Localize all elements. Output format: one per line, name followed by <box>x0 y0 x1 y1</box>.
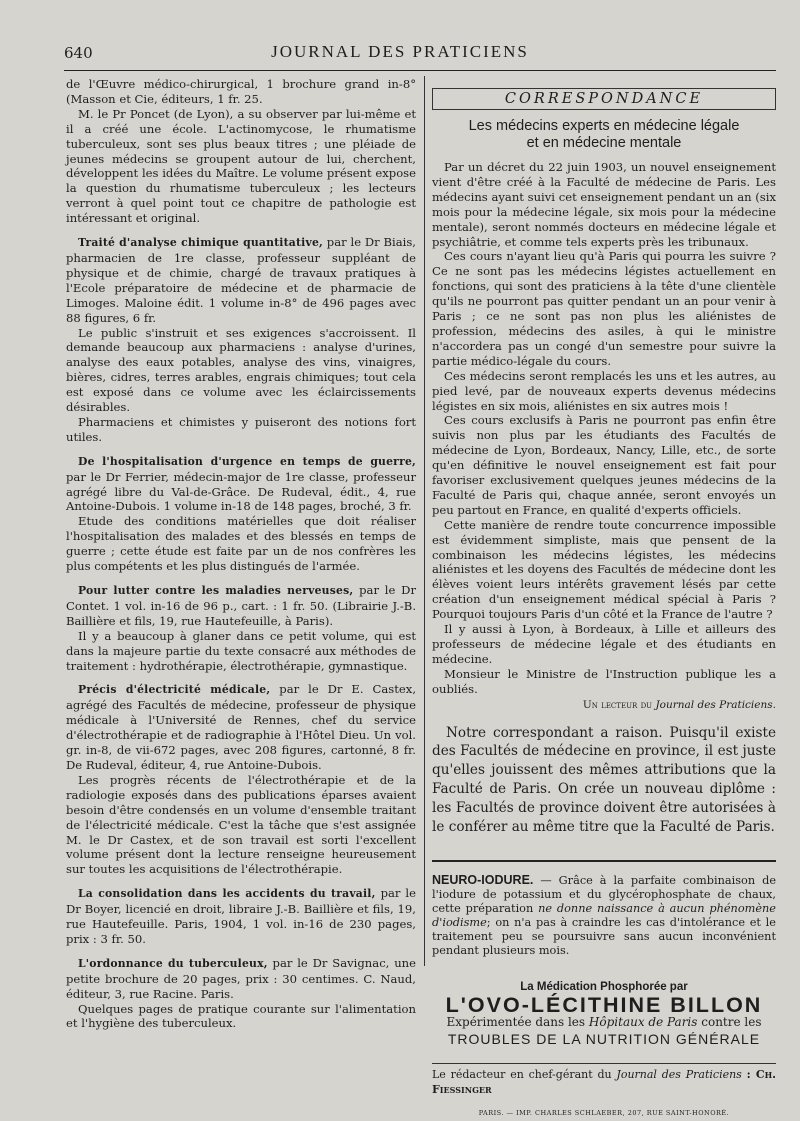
letter-paragraph: Ces cours n'ayant lieu qu'à Paris qui pourra les suivre ? Ce ne sont pas les médecins légistes actuellement en fonctions, qui sont des praticiens à la tête d'une clientèle qu'ils ne pourront pas quitter pendant un an pour venir à Paris ; ce ne sont pas non plus les aliénistes de profession, médecins des asiles, à qui le ministre n'accordera pas un congé d'un semestre pour suivre la partie médico-légale du cours. <box>432 249 776 368</box>
review-details: par le Dr Ferrier, médecin-major de 1re classe, professeur agrégé libre du Val-de-Grâce. De Rudeval, édit., 4, rue Antoine-Dubois. 1 volume in-18 de 148 pages, broché, 3 fr. <box>66 469 416 514</box>
ad-emphasis: ne donne naissance à aucun phénomène d'iodisme <box>432 902 776 930</box>
review-title: Traité d'analyse chimique quantitative, <box>78 236 323 250</box>
intro-text: de l'Œuvre médico-chirurgical, 1 brochure grand in-8° (Masson et Cie, éditeurs, 1 fr. 25. <box>66 77 416 106</box>
editor-line <box>432 1068 776 1098</box>
review-details: par le Dr Boyer, licencié en droit, libraire J.-B. Baillière et fils, 19, rue Hautefeuille. Paris, 1904, 1 vol. in-16 de 230 pages, prix : 3 fr. 50. <box>66 886 416 946</box>
ad-brand: L'OVO-LÉCITHINE BILLON <box>445 993 763 1018</box>
ad-subtitle-emphasis: Hôpitaux de Paris <box>588 1015 698 1030</box>
right-column <box>432 88 776 1121</box>
review-paragraph: Etude des conditions matérielles que doit réaliser l'hospitalisation des malades et des blessés en temps de guerre ; cette étude est faite par un de nos confrères les plus compétents et les plus distingués de l'armée. <box>66 514 416 574</box>
review-paragraph: Le public s'instruit et ses exigences s'accroissent. Il demande beaucoup aux pharmaciens : analyse d'urines, analyse des eaux potables, analyse des vins, vinaigres, bières, cidres, terres arables, engrais chimiques; tout cela est exposé dans ce volume avec les éclaircissements désirables. <box>66 325 416 415</box>
letter-signature <box>432 698 776 713</box>
editorial-reply <box>432 724 776 837</box>
review-details: pharmacien de 1re classe, professeur suppléant de physique et de chimie, chargé de travaux pratiques à l'Ecole préparatoire de médecine et de pharmacie de Limoges. Maloine édit. 1 volume in-8° de 496 pages avec 88 figures, 6 fr. <box>66 250 416 325</box>
review-title: L'ordonnance du tuberculeux, <box>78 956 268 970</box>
footer-rule <box>432 1063 776 1064</box>
editor-prefix: Le rédacteur en chef-gérant du <box>432 1067 612 1081</box>
review-title: De l'hospitalisation d'urgence en temps de guerre, <box>78 454 416 468</box>
ad-text: — Grâce à la parfaite combinaison de l'iodure de potassium et du glycérophosphate de chaux, cette préparation <box>432 874 777 916</box>
letter-paragraph: Ces cours exclusifs à Paris ne pourront pas enfin être suivis non plus par les étudiants des Facultés de médecine de Lyon, Bordeaux, Nancy, Lille, etc., de sorte qu'en définitive le nouvel enseignement est fait pour favoriser exclusivement quelques jeunes médecins de la Faculté de Paris qui, chaque année, seront envoyés un peu partout en France, en qualité d'experts officiels. <box>432 413 776 517</box>
review-castex <box>66 682 416 772</box>
letter-paragraph: Cette manière de rendre toute concurrence impossible est évidemment simpliste, mais que pensent de la combinaison les médecins légistes, les médecins aliénistes et les doyens des Facultés de médecine dont les élèves voient leurs intérêts gravement lésés par cette création d'un enseignement médical spécial à Paris ? Pourquoi toujours Paris d'un côté et la France de l'autre ? <box>432 517 776 622</box>
article-title <box>432 118 776 152</box>
review-paragraph: Les progrès récents de l'électrothérapie et de la radiologie exposés dans des publications éparses avaient besoin d'être condensés en un volume d'ensemble traitant de l'électricité médicale. C'est la tâche que s'est assignée M. le Dr Castex, et de son travail est sorti l'excellent volume présent dont la lecture renseigne heureusement sur toutes les acquisitions de l'électrothérapie. <box>66 772 416 877</box>
review-title: Pour lutter contre les maladies nerveuses, <box>78 584 354 597</box>
review-details: par le Dr Contet. 1 vol. in-16 de 96 p., cart. : 1 fr. 50. (Librairie J.-B. Baillière et fils, 19, rue Hautefeuille, à Paris). <box>66 583 416 628</box>
review-boyer <box>66 886 416 947</box>
editor-journal: Journal des Praticiens <box>616 1067 742 1081</box>
reply-paragraph: Notre correspondant a raison. Puisqu'il existe des Facultés de médecine en province, il est juste qu'elles jouissent des mêmes attributions que la Faculté de Paris. On crée un nouveau diplôme : les Facultés de province doivent être autorisées à le conférer au même titre que la Faculté de Paris. <box>432 724 776 835</box>
review-savignac <box>66 956 416 1002</box>
ad-subtitle-text: Expérimentée dans les <box>446 1015 586 1030</box>
review-details: par le Dr E. Castex, agrégé des Facultés de médecine, professeur de physique médicale à l'Université de Rennes, chef du service d'électrothérapie et de radiographie à l'Hôtel Dieu. Un vol. gr. in-8, de vii-672 pages, avec 208 figures, cartonné, 8 fr. De Rudeval, éditeur, 4, rue Antoine-Dubois. <box>66 682 417 772</box>
review-biais <box>66 235 416 325</box>
correspondance-heading: CORRESPONDANCE <box>432 88 776 110</box>
ad-neuro-iodure <box>432 873 776 958</box>
header-rule <box>64 70 776 71</box>
intro-paragraph: M. le Pr Poncet (de Lyon), a su observer par lui-même et il a créé une école. L'actinomycose, le rhumatisme tuberculeux, sont ses plus beaux titres ; une pléiade de jeunes médecins se groupent autour de lui, cherchent, développent les idées du Maître. Le volume présent expose la question du rhumatisme tuberculeux ; les lecteurs verront à quel point tout ce chapitre de pathologie est intéressant et original. <box>66 106 416 226</box>
ad-text: ; on n'a pas à craindre les cas d'intolérance et le traitement peu se poursuivre sans aucun inconvénient pendant plusieurs mois. <box>432 916 776 958</box>
review-paragraph: Il y a beaucoup à glaner dans ce petit volume, qui est dans la majeure partie du texte consacré aux méthodes de traitement : hydrothérapie, électrothérapie, gymnastique. <box>66 628 416 673</box>
review-title: La consolidation dans les accidents du travail, <box>78 887 376 901</box>
review-title: Précis d'électricité médicale, <box>78 683 271 697</box>
journal-title: JOURNAL DES PRATICIENS <box>271 42 529 61</box>
ad-tagline: La Médication Phosphorée par <box>520 981 688 994</box>
review-paragraph: Quelques pages de pratique courante sur l'alimentation et l'hygiène des tuberculeux. <box>66 1001 416 1031</box>
review-author: par le Dr Biais, <box>326 235 416 250</box>
ad-brand: NEURO-IODURE. <box>432 873 534 888</box>
review-contet <box>66 583 416 629</box>
review-ferrier <box>66 454 416 515</box>
letter-paragraph: Ces médecins seront remplacés les uns et les autres, au pied levé, par de nouveaux experts devenus médecins légistes en six mois, aliénistes en six autres mois ! <box>432 368 776 413</box>
printer-line: PARIS. — IMP. CHARLES SCHLAEBER, 207, RUE SAINT-HONORÉ. <box>478 1108 730 1117</box>
page-number: 640 <box>64 44 93 62</box>
editor-name: : Ch. Fiessinger <box>432 1067 776 1096</box>
ad-subtitle <box>432 1015 776 1030</box>
left-column <box>66 77 416 1031</box>
column-divider <box>424 76 425 966</box>
letter-paragraph: Par un décret du 22 juin 1903, un nouvel enseignement vient d'être créé à la Faculté de médecine de Paris. Les médecins ayant suivi cet enseignement pendant un an (six mois pour la médecine légale, six mois pour la médecine mentale), seront nommés docteurs en médecine légale et psychiâtrie, et comme tels experts près les tribunaux. <box>432 160 776 249</box>
article-title-line: et en médecine mentale <box>526 135 682 151</box>
signature-journal: Journal des Praticiens. <box>655 698 776 711</box>
letter-paragraph: Monsieur le Ministre de l'Instruction publique les a oubliés. <box>432 666 776 696</box>
ad-subtitle-text: contre les <box>701 1015 762 1030</box>
review-details: par le Dr Savignac, une petite brochure de 20 pages, prix : 30 centimes. C. Naud, éditeur, 3, rue Racine. Paris. <box>66 955 416 1001</box>
ad-bottom-line: TROUBLES DE LA NUTRITION GÉNÉRALE <box>447 1031 761 1048</box>
article-title-line: Les médecins experts en médecine légale <box>468 118 740 134</box>
letter-paragraph: Il y aussi à Lyon, à Bordeaux, à Lille et ailleurs des professeurs de médecine légale et des étudiants en médecine. <box>432 622 776 666</box>
signature-prefix: Un lecteur du <box>582 698 653 711</box>
ad-separator <box>432 860 776 862</box>
review-paragraph: Pharmaciens et chimistes y puiseront des notions fort utiles. <box>66 414 416 444</box>
ad-ovo-lecithine <box>432 980 776 1047</box>
